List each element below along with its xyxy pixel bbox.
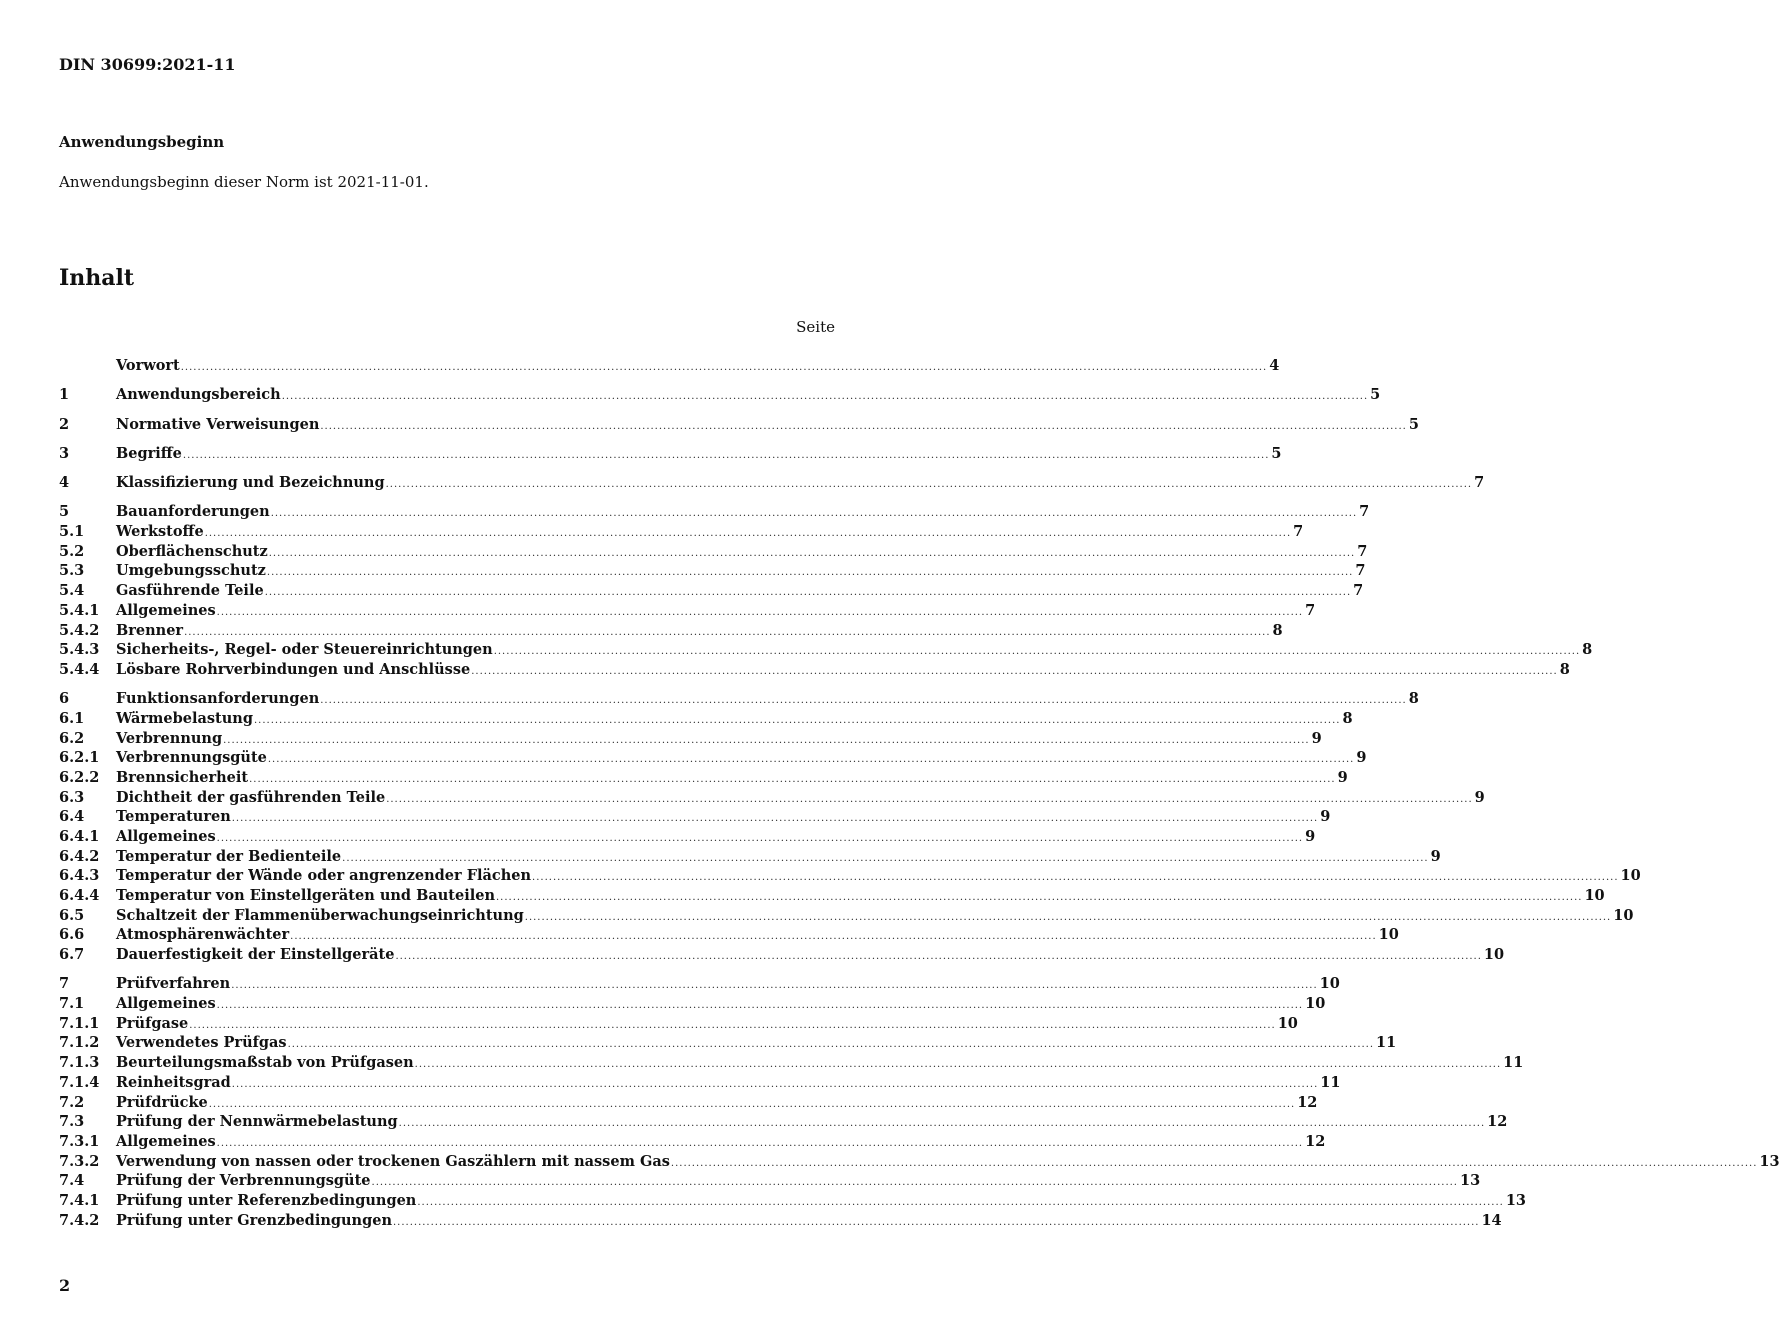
toc-entry-number: 7.3.2	[59, 1152, 100, 1170]
toc-entry-number: 7.4.1	[59, 1191, 100, 1209]
toc-entry-page: 12	[1297, 1093, 1318, 1111]
toc-leader-dots: ....................................................................................................................................................................................................................................................................	[180, 362, 1268, 373]
toc-entry-number: 5.4.3	[59, 641, 100, 659]
toc-leader-dots: ....................................................................................................................................................................................................................................................................	[267, 754, 1355, 766]
toc-entry-number: 7.3.1	[59, 1132, 100, 1150]
toc-entry-page: 9	[1337, 768, 1348, 786]
toc-entry-title: Prüfung der Nennwärmebelastung	[116, 1113, 398, 1131]
toc-entry-title: Prüfverfahren	[116, 975, 231, 993]
toc-entry-title: Brenner	[116, 621, 184, 639]
toc-entry[interactable]	[59, 729, 1322, 749]
toc-entry-number: 5.2	[59, 542, 85, 560]
toc-entry-page: 10	[1613, 906, 1634, 924]
toc-entry-number: 7.3	[59, 1113, 85, 1131]
toc-entry-number: 4	[59, 474, 70, 492]
toc-entry-page: 10	[1378, 926, 1399, 944]
anwendungsbeginn-text: Anwendungsbeginn dieser Norm ist 2021-11-01.	[59, 173, 429, 191]
toc-entry-number: 7.1	[59, 995, 85, 1013]
toc-entry-number: 3	[59, 444, 70, 462]
toc-page-label: Seite	[796, 318, 835, 336]
toc-entry-title: Allgemeines	[116, 828, 216, 845]
toc-entry-number: 5.4.4	[59, 660, 100, 678]
toc-entry-number: 7.1.3	[59, 1054, 100, 1072]
toc-entry-number: 7.1.1	[59, 1014, 100, 1032]
toc-leader-dots: ....................................................................................................................................................................................................................................................................	[182, 449, 1270, 461]
toc-entry-title: Werkstoffe	[116, 523, 204, 541]
toc-entry-number: 5	[59, 503, 70, 521]
toc-entry-number: 6.3	[59, 788, 85, 806]
toc-entry-page: 12	[1487, 1113, 1508, 1131]
toc-leader-dots: ....................................................................................................................................................................................................................................................................	[393, 1216, 1480, 1228]
toc-entry-title: Vorwort	[116, 357, 180, 374]
toc-entry[interactable]	[59, 444, 1282, 464]
toc-entry-page: 8	[1342, 709, 1353, 727]
toc-leader-dots: ....................................................................................................................................................................................................................................................................	[385, 479, 1473, 491]
toc-entry-number: 6.2.1	[59, 749, 100, 767]
toc-entry[interactable]	[59, 561, 1366, 581]
toc-entry-page: 10	[1620, 867, 1641, 885]
toc-entry-title: Allgemeines	[116, 1132, 216, 1150]
toc-leader-dots: ....................................................................................................................................................................................................................................................................	[231, 1078, 1319, 1090]
toc-entry[interactable]	[59, 945, 1505, 965]
toc-entry-number: 6.5	[59, 906, 85, 924]
toc-entry-number: 6.7	[59, 946, 85, 964]
toc-entry-title: Allgemeines	[116, 601, 216, 619]
toc-entry-title: Umgebungsschutz	[116, 562, 266, 580]
toc-entry-page: 9	[1320, 808, 1331, 826]
toc-entry[interactable]	[59, 601, 1316, 621]
toc-entry-number: 5.3	[59, 562, 85, 580]
toc-entry-title: Reinheitsgrad	[116, 1073, 231, 1091]
toc-entry-page: 7	[1353, 582, 1364, 600]
document-id: DIN 30699:2021-11	[59, 55, 236, 74]
toc-entry-page: 11	[1376, 1034, 1397, 1052]
toc-entry-page: 8	[1272, 621, 1283, 639]
toc-entry-title: Prüfung der Verbrennungsgüte	[116, 1172, 371, 1190]
toc-entry-title: Dichtheit der gasführenden Teile	[116, 788, 386, 806]
toc-entry[interactable]	[59, 473, 1485, 493]
toc-leader-dots: ....................................................................................................................................................................................................................................................................	[231, 813, 1319, 825]
toc-entry[interactable]	[59, 1093, 1318, 1113]
toc-entry-title: Temperatur der Bedienteile	[116, 847, 342, 865]
toc-entry-title: Oberflächenschutz	[116, 542, 268, 560]
toc-entry-title: Bauanforderungen	[116, 503, 270, 521]
toc-entry-title: Begriffe	[116, 444, 182, 462]
toc-entry-title: Schaltzeit der Flammenüberwachungseinrichtung	[116, 906, 524, 924]
toc-entry-page: 8	[1582, 641, 1593, 659]
toc-leader-dots: ....................................................................................................................................................................................................................................................................	[268, 547, 1356, 559]
toc-entry-page: 10	[1584, 887, 1605, 905]
toc-entry-page: 9	[1305, 828, 1316, 845]
toc-entry[interactable]	[59, 502, 1370, 522]
toc-entry-page: 10	[1277, 1014, 1298, 1032]
toc-entry[interactable]	[59, 542, 1368, 562]
toc-leader-dots: ....................................................................................................................................................................................................................................................................	[216, 1000, 1304, 1012]
page-number: 2	[59, 1276, 71, 1295]
toc-entry-page: 14	[1481, 1211, 1502, 1229]
toc-entry-page: 10	[1483, 946, 1505, 964]
toc-entry-page: 10	[1319, 975, 1340, 993]
toc-entry-page: 7	[1474, 474, 1485, 492]
toc-entry[interactable]	[59, 415, 1419, 435]
toc-entry-title: Verwendetes Prüfgas	[116, 1034, 287, 1052]
table-of-contents	[59, 356, 1780, 1230]
toc-entry[interactable]	[59, 621, 1283, 641]
toc-leader-dots: ....................................................................................................................................................................................................................................................................	[270, 508, 1358, 520]
toc-entry-number: 6.4	[59, 808, 85, 826]
toc-entry[interactable]	[59, 1033, 1397, 1053]
toc-entry[interactable]	[59, 1152, 1780, 1172]
toc-entry[interactable]	[59, 768, 1348, 788]
toc-leader-dots: ....................................................................................................................................................................................................................................................................	[342, 852, 1429, 864]
toc-entry-page: 7	[1305, 601, 1316, 619]
toc-leader-dots: ....................................................................................................................................................................................................................................................................	[253, 714, 1341, 726]
toc-entry-page: 10	[1305, 995, 1326, 1013]
toc-entry-title: Temperatur von Einstellgeräten und Bauteilen	[116, 887, 495, 905]
toc-leader-dots: ....................................................................................................................................................................................................................................................................	[395, 951, 1482, 963]
toc-entry-page: 8	[1408, 690, 1419, 708]
toc-leader-dots: ....................................................................................................................................................................................................................................................................	[414, 1059, 1502, 1071]
toc-leader-dots: ....................................................................................................................................................................................................................................................................	[417, 1196, 1504, 1208]
toc-entry[interactable]	[59, 689, 1419, 709]
toc-entry-page: 7	[1357, 542, 1368, 560]
toc-entry-number: 7.2	[59, 1093, 85, 1111]
toc-entry-number: 7.1.2	[59, 1034, 100, 1052]
toc-entry-page: 12	[1305, 1132, 1326, 1150]
toc-entry-title: Wärmebelastung	[116, 709, 253, 727]
toc-entry[interactable]	[59, 886, 1605, 906]
toc-entry[interactable]	[59, 356, 1280, 376]
toc-leader-dots: ....................................................................................................................................................................................................................................................................	[320, 420, 1407, 432]
toc-entry-page: 13	[1459, 1172, 1481, 1190]
toc-entry[interactable]	[59, 827, 1316, 847]
toc-entry-number: 7.4	[59, 1172, 85, 1190]
toc-entry-page: 9	[1474, 788, 1485, 806]
toc-title: Inhalt	[59, 265, 135, 291]
toc-entry-page: 13	[1759, 1152, 1780, 1170]
toc-entry-title: Prüfung unter Referenzbedingungen	[116, 1191, 417, 1209]
toc-entry[interactable]	[59, 385, 1381, 405]
toc-entry-number: 7.1.4	[59, 1073, 100, 1091]
toc-entry[interactable]	[59, 906, 1634, 926]
toc-entry-page: 13	[1505, 1191, 1527, 1209]
toc-entry[interactable]	[59, 522, 1304, 542]
toc-leader-dots: ....................................................................................................................................................................................................................................................................	[223, 734, 1310, 746]
toc-leader-dots: ....................................................................................................................................................................................................................................................................	[189, 1019, 1276, 1031]
toc-leader-dots: ....................................................................................................................................................................................................................................................................	[493, 646, 1581, 658]
toc-entry-title: Normative Verweisungen	[116, 415, 320, 433]
toc-entry-page: 7	[1359, 503, 1370, 521]
toc-entry[interactable]	[59, 1211, 1502, 1231]
toc-entry-title: Verwendung von nassen oder trockenen Gaszählern mit nassem Gas	[116, 1152, 670, 1170]
toc-entry-title: Lösbare Rohrverbindungen und Anschlüsse	[116, 660, 471, 678]
toc-leader-dots: ....................................................................................................................................................................................................................................................................	[386, 793, 1473, 805]
toc-leader-dots: ....................................................................................................................................................................................................................................................................	[471, 665, 1558, 677]
toc-entry-number: 5.4	[59, 582, 85, 600]
toc-entry-page: 9	[1430, 847, 1441, 865]
toc-leader-dots: ....................................................................................................................................................................................................................................................................	[266, 567, 1354, 579]
toc-entry-title: Dauerfestigkeit der Einstellgeräte	[116, 946, 395, 964]
toc-entry-number: 7	[59, 975, 70, 993]
toc-leader-dots: ....................................................................................................................................................................................................................................................................	[524, 911, 1612, 923]
toc-entry[interactable]	[59, 1014, 1298, 1034]
toc-leader-dots: ....................................................................................................................................................................................................................................................................	[216, 1137, 1304, 1149]
toc-entry-title: Allgemeines	[116, 995, 216, 1013]
toc-entry-title: Anwendungsbereich	[116, 386, 281, 404]
toc-leader-dots: ....................................................................................................................................................................................................................................................................	[216, 606, 1304, 618]
toc-entry-title: Klassifizierung und Bezeichnung	[116, 474, 385, 492]
toc-entry-number: 6.4.1	[59, 828, 100, 845]
toc-entry[interactable]	[59, 660, 1570, 680]
toc-entry-title: Temperatur der Wände oder angrenzender Flächen	[116, 867, 532, 885]
toc-entry-title: Brennsicherheit	[116, 768, 249, 786]
toc-entry-title: Beurteilungsmaßstab von Prüfgasen	[116, 1054, 414, 1072]
toc-entry-title: Prüfgase	[116, 1014, 189, 1032]
toc-entry[interactable]	[59, 1073, 1341, 1093]
toc-entry[interactable]	[59, 748, 1367, 768]
toc-leader-dots: ....................................................................................................................................................................................................................................................................	[287, 1039, 1375, 1051]
toc-entry[interactable]	[59, 925, 1399, 945]
toc-entry[interactable]	[59, 1112, 1508, 1132]
toc-leader-dots: ....................................................................................................................................................................................................................................................................	[670, 1157, 1758, 1169]
anwendungsbeginn-heading: Anwendungsbeginn	[59, 133, 225, 151]
toc-entry-number: 6	[59, 690, 70, 708]
toc-entry-number: 1	[59, 386, 70, 404]
toc-leader-dots: ....................................................................................................................................................................................................................................................................	[320, 695, 1407, 707]
toc-entry-title: Funktionsanforderungen	[116, 690, 320, 708]
toc-entry-page: 9	[1311, 729, 1322, 747]
toc-leader-dots: ....................................................................................................................................................................................................................................................................	[398, 1118, 1486, 1130]
toc-entry[interactable]	[59, 1171, 1481, 1191]
toc-leader-dots: ....................................................................................................................................................................................................................................................................	[281, 391, 1369, 403]
toc-entry-title: Sicherheits-, Regel- oder Steuereinrichtungen	[116, 641, 493, 659]
toc-leader-dots: ....................................................................................................................................................................................................................................................................	[496, 892, 1583, 904]
toc-leader-dots: ....................................................................................................................................................................................................................................................................	[216, 833, 1304, 844]
toc-leader-dots: ....................................................................................................................................................................................................................................................................	[231, 980, 1318, 992]
toc-entry-number: 6.6	[59, 926, 85, 944]
toc-entry-title: Verbrennungsgüte	[116, 749, 267, 767]
toc-entry-title: Prüfdrücke	[116, 1093, 208, 1111]
toc-leader-dots: ....................................................................................................................................................................................................................................................................	[208, 1098, 1296, 1110]
toc-leader-dots: ....................................................................................................................................................................................................................................................................	[249, 773, 1336, 785]
toc-entry[interactable]	[59, 1132, 1326, 1152]
toc-leader-dots: ....................................................................................................................................................................................................................................................................	[290, 931, 1377, 943]
toc-entry-page: 8	[1559, 660, 1570, 678]
toc-entry[interactable]	[59, 847, 1441, 867]
toc-entry[interactable]	[59, 1191, 1527, 1211]
toc-entry-number: 5.4.2	[59, 621, 100, 639]
toc-entry-title: Gasführende Teile	[116, 582, 264, 600]
toc-entry-number: 6.4.4	[59, 887, 100, 905]
toc-leader-dots: ....................................................................................................................................................................................................................................................................	[532, 872, 1619, 884]
toc-entry-title: Verbrennung	[116, 729, 223, 747]
toc-entry-number: 5.1	[59, 523, 85, 541]
toc-entry-page: 4	[1269, 357, 1280, 374]
toc-entry-page: 11	[1503, 1054, 1524, 1072]
toc-entry[interactable]	[59, 866, 1641, 886]
toc-entry[interactable]	[59, 709, 1353, 729]
toc-entry-page: 11	[1320, 1073, 1341, 1091]
toc-entry-number: 2	[59, 415, 70, 433]
toc-entry[interactable]	[59, 974, 1340, 994]
toc-entry-number: 6.2.2	[59, 768, 100, 786]
toc-entry-number: 6.4.3	[59, 867, 100, 885]
toc-leader-dots: ....................................................................................................................................................................................................................................................................	[371, 1177, 1458, 1189]
toc-entry-number: 6.2	[59, 729, 85, 747]
toc-entry-number: 5.4.1	[59, 601, 100, 619]
toc-entry-page: 7	[1355, 562, 1366, 580]
toc-entry[interactable]	[59, 640, 1593, 660]
toc-entry-page: 5	[1370, 386, 1381, 404]
toc-entry[interactable]	[59, 994, 1326, 1014]
toc-leader-dots: ....................................................................................................................................................................................................................................................................	[184, 626, 1271, 638]
toc-entry[interactable]	[59, 581, 1364, 601]
toc-entry-title: Temperaturen	[116, 808, 231, 826]
toc-entry-title: Prüfung unter Grenzbedingungen	[116, 1211, 392, 1229]
toc-entry[interactable]	[59, 807, 1331, 827]
toc-entry-page: 5	[1408, 415, 1419, 433]
toc-entry-title: Atmosphärenwächter	[116, 926, 290, 944]
toc-entry-page: 5	[1271, 444, 1282, 462]
toc-entry-number: 7.4.2	[59, 1211, 100, 1229]
toc-entry-page: 7	[1293, 523, 1304, 541]
toc-entry-page: 9	[1356, 749, 1367, 767]
toc-entry-number: 6.1	[59, 709, 85, 727]
toc-entry[interactable]	[59, 1053, 1524, 1073]
toc-entry-number: 6.4.2	[59, 847, 100, 865]
toc-leader-dots: ....................................................................................................................................................................................................................................................................	[264, 587, 1352, 599]
toc-entry[interactable]	[59, 788, 1485, 808]
toc-leader-dots: ....................................................................................................................................................................................................................................................................	[204, 528, 1292, 540]
